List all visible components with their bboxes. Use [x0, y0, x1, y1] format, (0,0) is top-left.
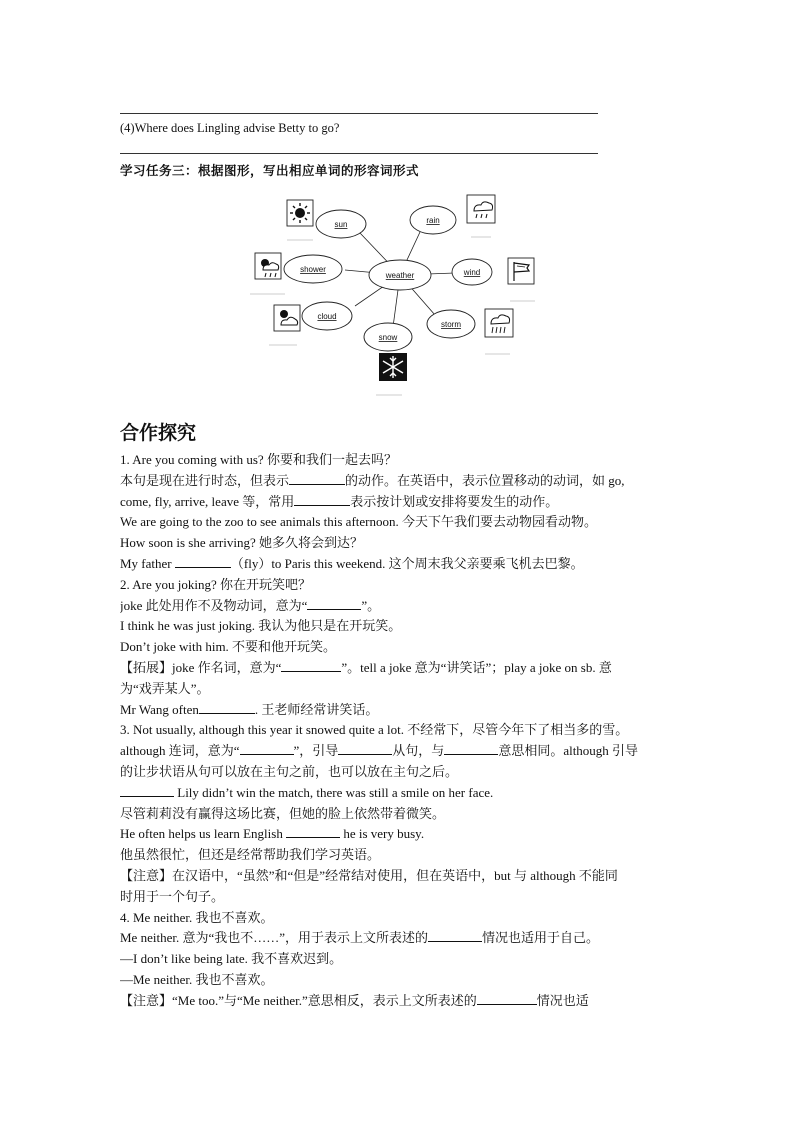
example-line: —Me neither. 我也不喜欢。	[120, 971, 274, 987]
exercise-line: My father （fly）to Paris this weekend. 这个周末我父亲要乘飞机去巴黎。	[120, 555, 584, 571]
fill-blank[interactable]	[338, 742, 392, 755]
point-4-title: 4. Me neither. 我也不喜欢。	[120, 909, 274, 925]
node-sun: sun	[334, 220, 348, 229]
extension-line: 【拓展】joke 作名词，意为“ ”。tell a joke 意为“讲笑话”；play a joke on sb. 意	[120, 659, 612, 675]
node-rain: rain	[426, 216, 440, 225]
exercise-line: Lily didn’t win the match, there was still a smile on her face.	[120, 783, 680, 804]
node-weather: weather	[385, 271, 415, 280]
example-line: Don’t joke with him. 不要和他开玩笑。	[120, 639, 337, 655]
exercise-line: Mr Wang often . 王老师经常讲笑话。	[120, 701, 379, 717]
fill-blank[interactable]	[428, 929, 482, 942]
fill-blank[interactable]	[120, 784, 174, 797]
explanation-body	[120, 450, 680, 1012]
question-4: (4)Where does Lingling advise Betty to go?	[120, 121, 340, 135]
section-title: 合作探究	[120, 422, 197, 444]
fill-blank[interactable]	[175, 555, 231, 568]
example-line: How soon is she arriving? 她多久将会到达？	[120, 535, 364, 551]
text-line: come, fly, arrive, leave 等，常用 表示按计划或安排将要发生的动作。	[120, 493, 559, 509]
fill-blank[interactable]	[294, 493, 350, 506]
node-snow: snow	[378, 333, 398, 342]
example-line: We are going to the zoo to see animals this afternoon. 今天下午我们要去动物园看动物。	[120, 514, 597, 530]
rain-icon	[467, 195, 495, 223]
fill-blank[interactable]	[444, 742, 498, 755]
task-3-title: 学习任务三：根据图形，写出相应单词的形容词形式	[120, 164, 420, 178]
note-line: 【注意】在汉语中，“虽然”和“但是”经常结对使用，但在英语中，but 与 although 不能同	[120, 867, 618, 883]
example-line: I think he was just joking. 我认为他只是在开玩笑。	[120, 618, 402, 634]
fill-blank[interactable]	[281, 659, 341, 672]
text-line: 的让步状语从句可以放在主句之前，也可以放在主句之后。	[120, 763, 459, 779]
fill-blank[interactable]	[286, 825, 340, 838]
translation-line: 尽管莉莉没有赢得这场比赛，但她的脸上依然带着微笑。	[120, 805, 446, 821]
node-cloud: cloud	[317, 312, 337, 321]
fill-blank[interactable]	[477, 992, 537, 1005]
point-3-title: 3. Not usually, although this year it snowed quite a lot. 不经常下，尽管今年下了相当多的雪。	[120, 722, 629, 738]
text-line: 为“戏弄某人”。	[120, 680, 210, 696]
note-line: 时用于一个句子。	[120, 888, 225, 904]
answer-line-4	[120, 153, 598, 154]
text-line: 本句是现在进行时态，但表示 的动作。在英语中，表示位置移动的动词，如 go,	[120, 472, 625, 488]
node-storm: storm	[441, 320, 461, 329]
text-line: joke 此处用作不及物动词，意为“ ”。	[120, 597, 381, 613]
translation-line: 他虽然很忙，但还是经常帮助我们学习英语。	[120, 847, 381, 863]
fill-blank[interactable]	[240, 742, 294, 755]
weather-word-web	[245, 190, 545, 405]
point-1-title: 1. Are you coming with us? 你要和我们一起去吗？	[120, 452, 397, 467]
text-line: although 连词，意为“ ”，引导 从句，与 意思相同。although 引导	[120, 743, 639, 759]
text-line: Me neither. 意为“我也不……”，用于表示上文所表述的 情况也适用于自己。	[120, 930, 600, 946]
fill-blank[interactable]	[199, 701, 255, 714]
fill-blank[interactable]	[289, 472, 345, 485]
sun-icon	[287, 200, 313, 226]
exercise-line: He often helps us learn English he is very busy.	[120, 826, 425, 842]
point-2-title: 2. Are you joking? 你在开玩笑吧？	[120, 576, 312, 592]
wind-flag-icon	[508, 258, 534, 284]
node-wind: wind	[463, 268, 481, 277]
snowflake-icon	[379, 353, 407, 381]
shower-icon	[255, 253, 281, 279]
node-shower: shower	[300, 265, 326, 274]
fill-blank[interactable]	[307, 597, 361, 610]
answer-line-3	[120, 113, 598, 114]
example-line: —I don’t like being late. 我不喜欢迟到。	[120, 951, 343, 967]
note-line: 【注意】“Me too.”与“Me neither.”意思相反，表示上文所表述的 情况也适	[120, 992, 589, 1008]
storm-icon	[485, 309, 513, 337]
cloud-icon	[274, 305, 300, 331]
